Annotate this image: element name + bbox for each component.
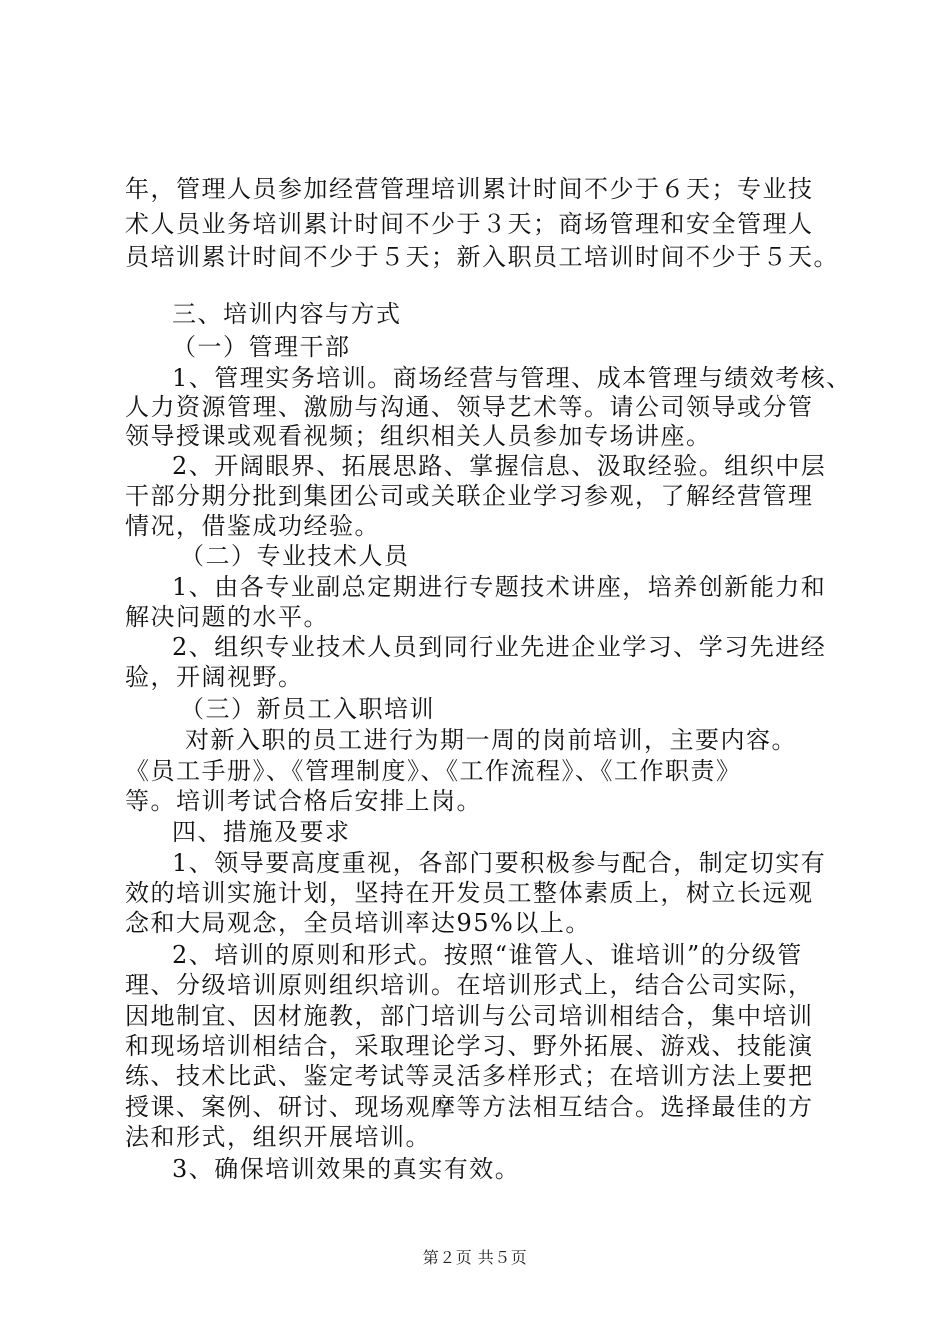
body-text-line: 法和形式，组织开展培训。: [125, 1123, 431, 1151]
body-text-line: 领导授课或观看视频；组织相关人员参加专场讲座。: [125, 422, 712, 450]
subsection-heading: （一）管理干部: [172, 333, 351, 361]
body-text-line: 年，管理人员参加经营管理培训累计时间不少于６天；专业技: [125, 175, 814, 203]
body-text-line: 1、由各专业副总定期进行专题技术讲座，培养创新能力和: [172, 573, 827, 601]
body-text-line: 情况，借鉴成功经验。: [125, 512, 380, 540]
body-text-line: 2、培训的原则和形式。按照“谁管人、谁培训”的分级管: [172, 941, 803, 969]
body-text-line: 解决问题的水平。: [125, 603, 329, 631]
body-text-line: 和现场培训相结合，采取理论学习、野外拓展、游戏、技能演: [125, 1032, 814, 1060]
body-text-line: 念和大局观念，全员培训率达95%以上。: [125, 909, 591, 937]
section-heading: 四、措施及要求: [172, 818, 351, 846]
body-text-line: 员培训累计时间不少于５天；新入职员工培训时间不少于５天。: [125, 243, 839, 271]
body-text-line: 效的培训实施计划，坚持在开发员工整体素质上，树立长远观: [125, 879, 814, 907]
body-text-line: 理、分级培训原则组织培训。在培训形式上，结合公司实际，: [125, 971, 814, 999]
page-number-footer: 第２页 共５页: [422, 1248, 528, 1267]
body-text-line: 1、管理实务培训。商场经营与管理、成本管理与绩效考核、: [172, 364, 852, 392]
body-text-line: 练、技术比武、鉴定考试等灵活多样形式；在培训方法上要把: [125, 1062, 814, 1090]
subsection-heading: （二）专业技术人员: [180, 542, 410, 570]
body-text-line: 人力资源管理、激励与沟通、领导艺术等。请公司领导或分管: [125, 393, 814, 421]
body-text-line: 验，开阔视野。: [125, 663, 304, 691]
body-text-line: 干部分期分批到集团公司或关联企业学习参观，了解经营管理: [125, 482, 814, 510]
body-text-line: 等。培训考试合格后安排上岗。: [125, 787, 482, 815]
body-text-line: 1、领导要高度重视，各部门要积极参与配合，制定切实有: [172, 849, 827, 877]
section-heading: 三、培训内容与方式: [172, 300, 402, 328]
body-text-line: 因地制宜、因材施教，部门培训与公司培训相结合，集中培训: [125, 1002, 814, 1030]
body-text-line: 2、开阔眼界、拓展思路、掌握信息、汲取经验。组织中层: [172, 452, 827, 480]
body-text-line: 术人员业务培训累计时间不少于３天；商场管理和安全管理人: [125, 210, 814, 238]
body-text-line: 对新入职的员工进行为期一周的岗前培训，主要内容。: [185, 726, 797, 754]
body-text-line: 3、确保培训效果的真实有效。: [172, 1155, 521, 1183]
subsection-heading: （三）新员工入职培训: [180, 695, 435, 723]
body-text-line: 2、组织专业技术人员到同行业先进企业学习、学习先进经: [172, 633, 827, 661]
body-text-line: 授课、案例、研讨、现场观摩等方法相互结合。选择最佳的方: [125, 1093, 814, 1121]
body-text-line: 《员工手册》、《管理制度》、《工作流程》、《工作职责》: [125, 757, 742, 785]
